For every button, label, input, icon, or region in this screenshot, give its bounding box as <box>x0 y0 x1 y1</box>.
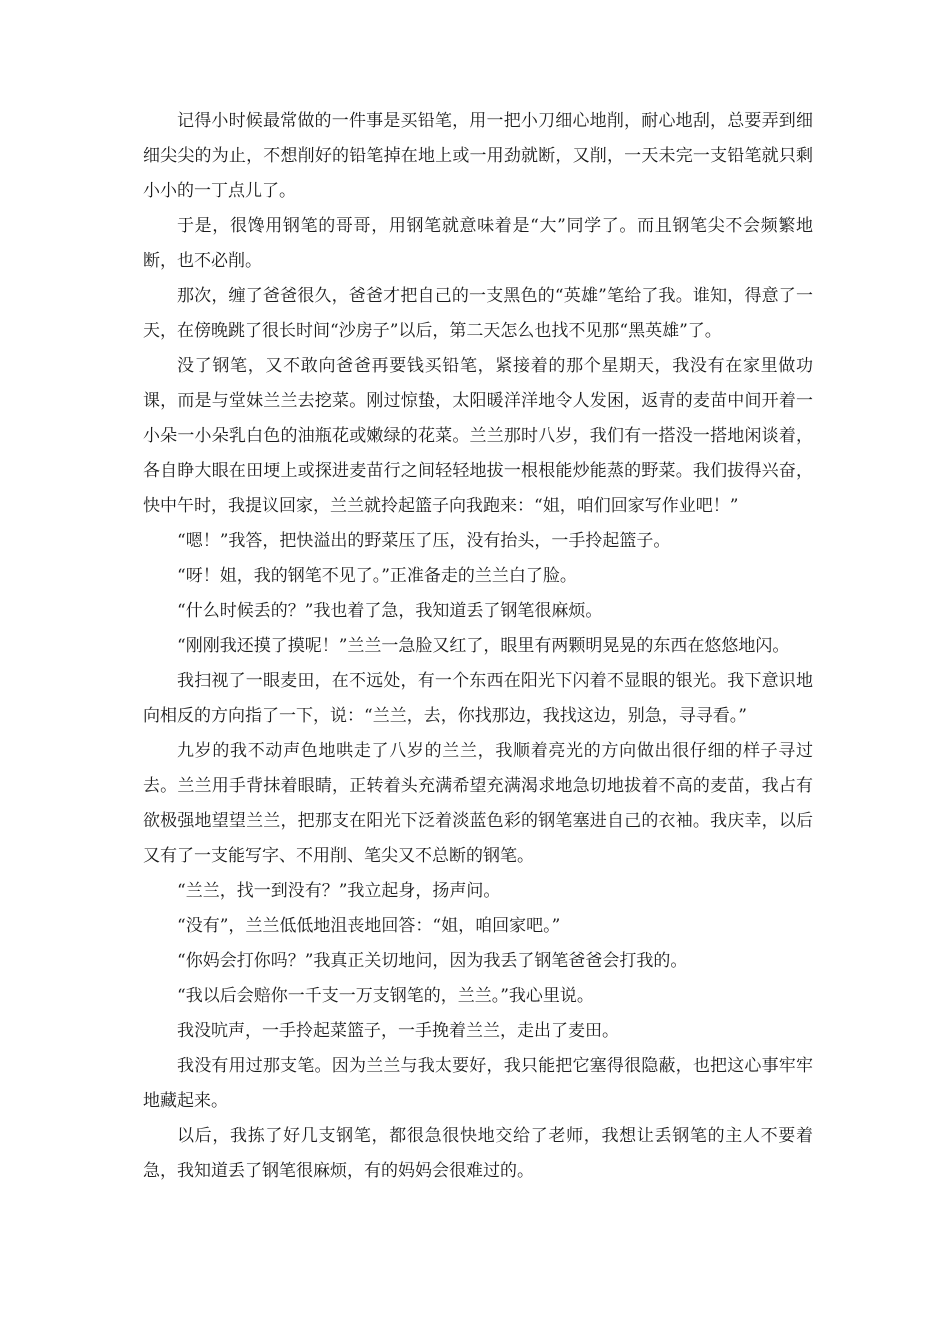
paragraph: 没了钢笔，又不敢向爸爸再要钱买铅笔，紧接着的那个星期天，我没有在家里做功课，而是与堂妹兰兰去挖菜。刚过惊蛰，太阳暖洋洋地令人发困，返青的麦苗中间开着一小朵一小朵乳白色的油瓶花或嫩绿的花菜。兰兰那时八岁，我们有一搭没一搭地闲谈着，各自睁大眼在田埂上或探进麦苗行之间轻轻地拔一根根能炒能蒸的野菜。我们拔得兴奋，快中午时，我提议回家，兰兰就拎起篮子向我跑来：“姐，咱们回家写作业吧！” <box>143 356 813 516</box>
paragraph: 我没吭声，一手拎起菜篮子，一手挽着兰兰，走出了麦田。 <box>177 1021 619 1041</box>
paragraph: 以后，我拣了好几支钢笔，都很急很快地交给了老师，我想让丢钢笔的主人不要着急，我知道丢了钢笔很麻烦，有的妈妈会很难过的。 <box>143 1126 813 1181</box>
paragraph: “呀！姐，我的钢笔不见了。”正准备走的兰兰白了脸。 <box>177 566 577 586</box>
paragraph: “我以后会赔你一千支一万支钢笔的，兰兰。”我心里说。 <box>177 986 594 1006</box>
paragraph: “兰兰，找一到没有？”我立起身，扬声问。 <box>177 881 501 901</box>
paragraph: 我扫视了一眼麦田，在不远处，有一个东西在阳光下闪着不显眼的银光。我下意识地向相反的方向指了一下，说：“兰兰，去，你找那边，我找这边，别急，寻寻看。” <box>143 671 813 726</box>
paragraph: “刚刚我还摸了摸呢！”兰兰一急脸又红了，眼里有两颗明晃晃的东西在悠悠地闪。 <box>177 636 790 656</box>
paragraph: “什么时候丢的？”我也着了急，我知道丢了钢笔很麻烦。 <box>177 601 603 621</box>
paragraph: “嗯！”我答，把快溢出的野菜压了压，没有抬头，一手拎起篮子。 <box>177 531 671 551</box>
paragraph: 那次，缠了爸爸很久，爸爸才把自己的一支黑色的“英雄”笔给了我。谁知，得意了一天，在傍晚跳了很长时间“沙房子”以后，第二天怎么也找不见那“黑英雄”了。 <box>143 286 813 341</box>
paragraph: 我没有用过那支笔。因为兰兰与我太要好，我只能把它塞得很隐蔽，也把这心事牢牢地藏起来。 <box>143 1056 813 1111</box>
paragraph: 九岁的我不动声色地哄走了八岁的兰兰，我顺着亮光的方向做出很仔细的样子寻过去。兰兰用手背抹着眼睛，正转着头充满希望充满渴求地急切地拔着不高的麦苗，我占有欲极强地望望兰兰，把那支在阳光下泛着淡蓝色彩的钢笔塞进自己的衣袖。我庆幸，以后又有了一支能写字、不用削、笔尖又不总断的钢笔。 <box>143 741 813 866</box>
paragraph: 于是，很馋用钢笔的哥哥，用钢笔就意味着是“大”同学了。而且钢笔尖不会频繁地断，也不必削。 <box>143 216 813 271</box>
paragraph: “没有”，兰兰低低地沮丧地回答：“姐，咱回家吧。” <box>177 916 561 936</box>
paragraph: “你妈会打你吗？”我真正关切地问，因为我丢了钢笔爸爸会打我的。 <box>177 951 688 971</box>
paragraph: 记得小时候最常做的一件事是买铅笔，用一把小刀细心地削，耐心地刮，总要弄到细细尖尖的为止，不想削好的铅笔掉在地上或一用劲就断，又削，一天未完一支铅笔就只剩小小的一丁点儿了。 <box>143 111 813 201</box>
document-page <box>143 104 813 1189</box>
